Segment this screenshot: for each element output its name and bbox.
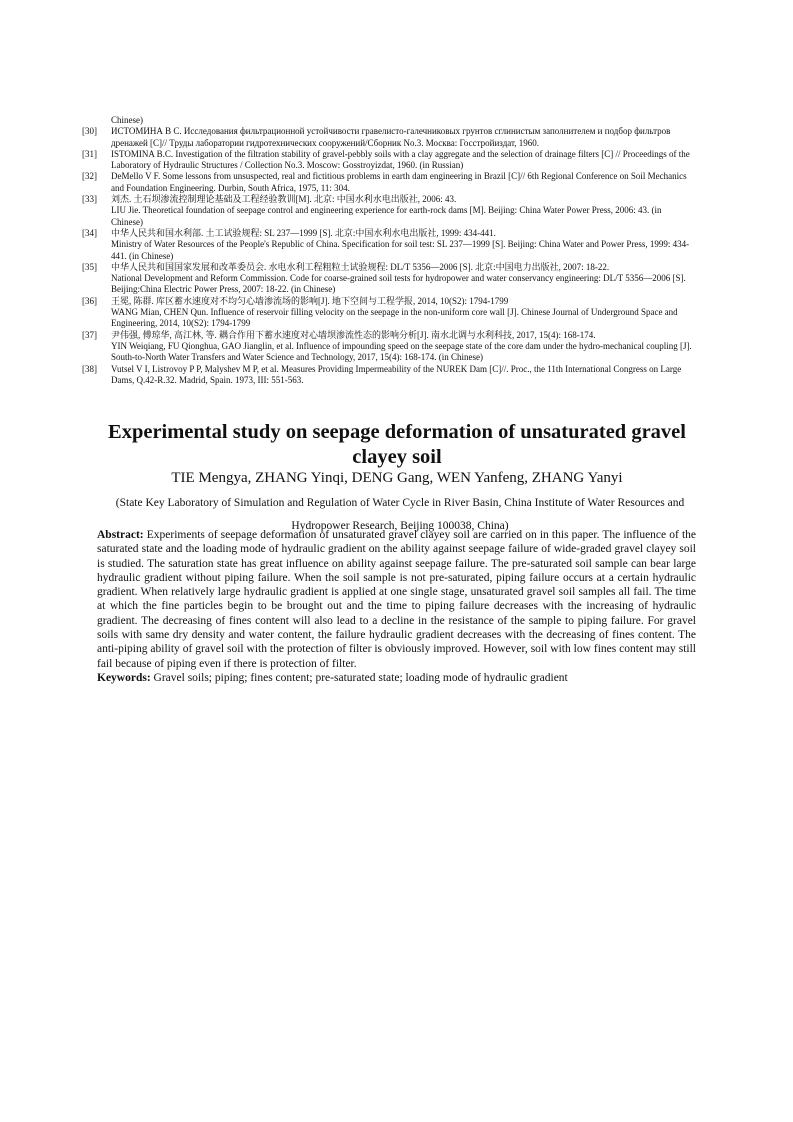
keywords-paragraph — [97, 671, 696, 685]
reference-item — [82, 194, 692, 228]
reference-text: WANG Mian, CHEN Qun. Influence of reservoir filling velocity on the seepage in the non-uniform core wall [J]. Chinese Journal of Underground Space and Engineering, 2014, 10(S2): 1794-1799 — [111, 307, 678, 329]
reference-text: Ministry of Water Resources of the People's Republic of China. Specification for soil test: SL 237—1999 [S]. Beijing: China Water and Power Press, 1999: 434-441. (in Chinese) — [111, 239, 690, 261]
paper-affiliation: (State Key Laboratory of Simulation and Regulation of Water Cycle in River Basin, China Institute of Water Resources and Hydropower Research, Beijing 100038, China) — [115, 497, 685, 532]
reference-number: [37] — [82, 329, 97, 340]
abstract-section — [97, 528, 696, 685]
reference-text-chinese: 中华人民共和国国家发展和改革委员会. 水电水利工程粗粒土试验规程: DL/T 5356—2006 [S]. 北京:中国电力出版社, 2007: 18-22. — [111, 261, 610, 272]
reference-text: LIU Jie. Theoretical foundation of seepage control and engineering experience for earth-rock dams [M]. Beijing: China Water Power Press, 2006: 43. (in Chinese) — [111, 205, 662, 227]
reference-number: [36] — [82, 295, 97, 306]
paper-authors: TIE Mengya, ZHANG Yinqi, DENG Gang, WEN Yanfeng, ZHANG Yanyi — [171, 470, 623, 486]
reference-item — [82, 364, 692, 387]
reference-list — [82, 115, 692, 386]
reference-text: ISTOMINA B.C. Investigation of the filtration stability of gravel-pebbly soils with a clay aggregate and the selection of drainage filters [C] // Proceedings of the Laboratory of Hydraulic Structures / Collection No.3. Moscow: Gosstroyizdat, 1960. (in Russian) — [111, 148, 690, 171]
reference-text-chinese: 王冕, 陈群. 库区蓄水速度对不均匀心墙渗流场的影响[J]. 地下空间与工程学报, 2014, 10(S2): 1794-1799 — [111, 295, 509, 306]
reference-number: [33] — [82, 194, 97, 205]
abstract-paragraph — [97, 528, 696, 671]
reference-text: YIN Weiqiang, FU Qionghua, GAO Jianglin, et al. Influence of impounding speed on the seepage state of the core dam under the hydro-mechanical coupling [J]. South-to-North Water Transfers and Water Science and Technology, 2017, 15(4): 168-174. (in Chinese) — [111, 340, 692, 363]
reference-item — [82, 126, 692, 149]
reference-continuation: Chinese) — [111, 115, 143, 125]
reference-number: [32] — [82, 171, 97, 182]
reference-text: Vutsel V I, Listrovoy P P, Malyshev M P, et al. Measures Providing Impermeability of the NUREK Dam [C]//. Proc., the 11th International Congress on Large Dams, Q.42-R.32. Madrid, Spain. 1973, III: 551-563. — [111, 363, 682, 385]
reference-text: National Development and Reform Commission. Code for coarse-grained soil tests for hydropower and water conservancy engineering: DL/T 5356—2006 [S]. Beijing:China Electric Power Press, 2007: 18-22. (in Chinese) — [111, 273, 686, 295]
reference-number: [35] — [82, 261, 97, 272]
reference-item — [82, 171, 692, 194]
reference-number: [30] — [82, 126, 97, 137]
reference-item — [82, 296, 692, 330]
reference-number: [31] — [82, 148, 97, 159]
reference-text-chinese: 中华人民共和国水利部. 土工试验规程: SL 237—1999 [S]. 北京:中国水利水电出版社, 1999: 434-441. — [111, 227, 496, 238]
keywords-label: Keywords: — [97, 671, 151, 684]
reference-number: [34] — [82, 227, 97, 238]
reference-item — [82, 228, 692, 262]
paper-title: Experimental study on seepage deformation of unsaturated gravel clayey soil — [108, 421, 686, 468]
reference-text-chinese: 尹伟强, 傅琼华, 高江林, 等. 耦合作用下蓄水速度对心墙坝渗流性态的影响分析[J]. 南水北调与水利科技, 2017, 15(4): 168-174. — [111, 329, 596, 340]
abstract-label: Abstract: — [97, 529, 144, 541]
reference-text-chinese: 刘杰. 土石坝渗流控制理论基础及工程经验教训[M]. 北京: 中国水利水电出版社, 2006: 43. — [111, 194, 457, 205]
reference-text: ИСТОМИНА В С. Исследования фильтрационной устойчивости гравелисто-галечниковых грунтов сглинистым заполнителем и подбор фильтров дренажей [C]// Труды лаборатории гидротехнических сооружений/Сборник No.3. Москва: Госстройиздат, 1960. — [111, 126, 671, 148]
reference-item — [82, 330, 692, 364]
reference-item — [82, 262, 692, 296]
reference-number: [38] — [82, 363, 97, 374]
reference-text: DeMello V F. Some lessons from unsuspected, real and fictitious problems in earth dam engineering in Brazil [C]// 6th Regional Conference on Soil Mechanics and Foundation Engineering. Durbin, South Africa, 1975, 11: 304. — [111, 171, 687, 193]
keywords-text: Gravel soils; piping; fines content; pre-saturated state; loading mode of hydraulic gradient — [150, 671, 568, 684]
abstract-text: Experiments of seepage deformation of unsaturated gravel clayey soil are carried on in this paper. The influence of the saturated state and the loading mode of hydraulic gradient on the ability against seepage failure of wide-graded gravel clayey soil is studied. The saturation state has great influence on ability against seepage failure. The pre-saturated soil sample can bear large hydraulic gradient without piping failure. When the soil sample is not pre-saturated, piping failure occurs at a certain hydraulic gradient. When relatively large hydraulic gradient is applied at one single stage, unsaturated gravel soil samples all fail. The time at which the fine particles begin to be brought out and the time to piping failure decreases with the increasing of hydraulic gradient. The decreasing of fines content will also lead to a decline in the resistance of the sample to piping failure. For gravel soils with same dry density and water content, the failure hydraulic gradient decreases with the decreasing of fines content. The anti-piping ability of gravel soil with the protection of filter is obviously improved. However, soil with low fines content may still fail because of piping even if there is protection of filter. — [97, 529, 696, 670]
reference-item — [82, 149, 692, 172]
